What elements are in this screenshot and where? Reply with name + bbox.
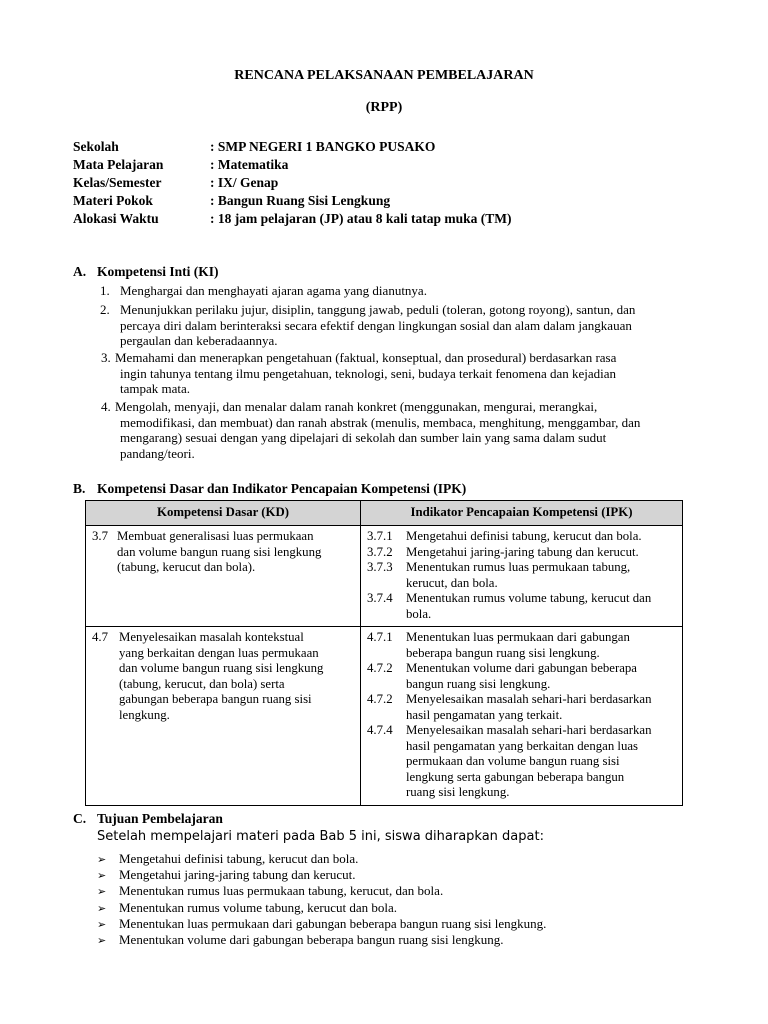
ki-line: Menghargai dan menghayati ajaran agama yang dianutnya.: [120, 283, 427, 298]
list-item: [97, 851, 546, 867]
arrow-bullet-icon: ➢: [97, 853, 107, 866]
ipk-line: Menentukan rumus luas permukaan tabung,: [406, 560, 631, 574]
ipk-line: kerucut, dan bola.: [406, 575, 498, 590]
list-item: [97, 932, 546, 948]
objective-text: Menentukan rumus luas permukaan tabung, kerucut, dan bola.: [119, 883, 444, 899]
ipk-line: beberapa bangun ruang sisi lengkung.: [406, 645, 600, 660]
ipk-entry: [367, 560, 677, 591]
ki-item-4: [101, 399, 640, 461]
ki-line: Mengolah, menyaji, dan menalar dalam ranah konkret (menggunakan, mengurai, merangkai,: [115, 399, 598, 414]
kd-line: dan volume bangun ruang sisi lengkung: [117, 544, 322, 559]
arrow-bullet-icon: ➢: [97, 869, 107, 883]
identity-row-topic: [73, 192, 511, 210]
ki-item-3: [101, 350, 616, 397]
table-header-ipk: Indikator Pencapaian Kompetensi (IPK): [361, 501, 683, 526]
ipk-entry: [367, 723, 677, 801]
identity-label: Alokasi Waktu: [73, 211, 159, 226]
ipk-line: Menentukan rumus volume tabung, kerucut dan: [406, 591, 652, 605]
ipk-line: hasil pengamatan yang berkaitan dengan luas: [406, 738, 639, 753]
ipk-line: bola.: [406, 606, 432, 621]
section-a-heading: [73, 264, 219, 280]
kd-number: 3.7: [92, 529, 108, 543]
ipk-cell: [361, 526, 683, 627]
identity-label: Mata Pelajaran: [73, 157, 164, 172]
arrow-bullet-icon: ➢: [97, 917, 107, 931]
ipk-cell: [361, 627, 683, 806]
identity-value: : Bangun Ruang Sisi Lengkung: [210, 193, 391, 208]
section-title: Tujuan Pembelajaran: [97, 811, 223, 826]
ipk-line: hasil pengamatan yang terkait.: [406, 707, 563, 722]
identity-row-subject: [73, 156, 511, 174]
ki-line: ingin tahunya tentang ilmu pengetahuan, teknologi, seni, budaya terkait fenomena dan kejadian: [120, 365, 617, 381]
ipk-entry: [367, 591, 677, 622]
objective-text: Mengetahui definisi tabung, kerucut dan bola.: [119, 851, 359, 866]
list-item: [97, 883, 546, 899]
identity-row-time: [73, 210, 511, 228]
list-item: [97, 900, 546, 916]
ipk-number: 4.7.1: [367, 630, 393, 644]
identity-value: : 18 jam pelajaran (JP) atau 8 kali tatap muka (TM): [210, 211, 512, 226]
objectives-list: [97, 851, 546, 948]
table-header-kd: Kompetensi Dasar (KD): [86, 501, 361, 526]
identity-value: : SMP NEGERI 1 BANGKO PUSAKO: [210, 139, 436, 154]
arrow-bullet-icon: ➢: [97, 885, 107, 899]
ipk-number: 4.7.4: [367, 723, 393, 737]
objectives-intro: Setelah mempelajari materi pada Bab 5 ini, siswa diharapkan dapat:: [97, 829, 544, 844]
ipk-line: Menentukan volume dari gabungan beberapa: [406, 661, 637, 675]
ki-line: mengarang) sesuai dengan yang dipelajari di sekolah dan sumber lain yang sama dalam sudut: [120, 430, 607, 445]
ipk-line: ruang sisi lengkung.: [406, 785, 510, 799]
ki-number: 3.: [101, 350, 111, 365]
identity-label: Kelas/Semester: [73, 175, 162, 190]
arrow-bullet-icon: ➢: [97, 934, 107, 948]
ipk-line: permukaan dan volume bangun ruang sisi: [406, 754, 620, 768]
table-row: [86, 627, 683, 806]
kd-line: Membuat generalisasi luas permukaan: [117, 529, 314, 543]
identity-row-school: [73, 138, 511, 156]
kd-number: 4.7: [92, 630, 108, 644]
ipk-line: Mengetahui jaring-jaring tabung dan kerucut.: [406, 544, 639, 559]
ipk-entry: [367, 661, 677, 692]
ipk-number: 3.7.4: [367, 591, 393, 605]
kd-line: gabungan beberapa bangun ruang sisi: [119, 692, 312, 706]
list-item: [97, 916, 546, 932]
section-b-heading: [73, 481, 466, 497]
kd-line: lengkung.: [119, 707, 170, 722]
section-letter: A.: [73, 264, 87, 279]
ipk-line: Menyelesaikan masalah sehari-hari berdasarkan: [406, 723, 652, 737]
section-title: Kompetensi Inti (KI): [97, 264, 219, 279]
ki-line: percaya diri dalam berinteraksi secara efektif dengan lingkungan sosial dan alam dalam jangkauan: [120, 317, 632, 333]
ki-number: 4.: [101, 399, 111, 414]
identity-row-class: [73, 174, 511, 192]
document-subtitle: (RPP): [365, 100, 403, 115]
identity-block: [73, 138, 511, 228]
ipk-number: 4.7.2: [367, 661, 393, 675]
section-letter: C.: [73, 811, 87, 826]
kd-entry: [92, 529, 355, 576]
ipk-entry: [367, 630, 677, 661]
document-title: RENCANA PELAKSANAAN PEMBELAJARAN: [234, 68, 534, 83]
ki-line: pergaulan dan keberadaannya.: [120, 333, 278, 348]
ki-item-1: [100, 283, 427, 299]
ki-line: tampak mata.: [120, 381, 191, 396]
kd-entry: [92, 630, 355, 723]
ki-line: Menunjukkan perilaku jujur, disiplin, tanggung jawab, peduli (toleran, gotong royong), santun, dan: [120, 302, 636, 317]
identity-label: Materi Pokok: [73, 193, 153, 208]
ki-item-2: [100, 302, 635, 349]
kd-ipk-table: [85, 500, 683, 806]
ipk-line: Menyelesaikan masalah sehari-hari berdasarkan: [406, 692, 652, 706]
kd-line: Menyelesaikan masalah kontekstual: [119, 630, 304, 644]
ipk-number: 3.7.3: [367, 560, 393, 574]
arrow-bullet-icon: ➢: [97, 901, 107, 915]
ki-number: 1.: [100, 283, 110, 298]
ki-number: 2.: [100, 302, 110, 317]
ipk-entry: [367, 529, 677, 545]
table-header-row: [86, 501, 683, 526]
identity-value: : Matematika: [210, 157, 289, 172]
ipk-entry: [367, 545, 677, 561]
section-title: Kompetensi Dasar dan Indikator Pencapaian Kompetensi (IPK): [97, 481, 467, 496]
objective-text: Menentukan luas permukaan dari gabungan beberapa bangun ruang sisi lengkung.: [119, 915, 547, 931]
list-item: [97, 867, 546, 883]
kd-line: yang berkaitan dengan luas permukaan: [119, 645, 319, 660]
ki-line: Memahami dan menerapkan pengetahuan (faktual, konseptual, dan prosedural) berdasarkan rasa: [115, 350, 617, 365]
kd-line: (tabung, kerucut dan bola).: [117, 560, 256, 574]
ipk-line: Menentukan luas permukaan dari gabungan: [406, 630, 630, 644]
ki-line: pandang/teori.: [120, 445, 195, 461]
ipk-number: 4.7.2: [367, 692, 393, 706]
kd-cell: [86, 627, 361, 806]
ki-line: memodifikasi, dan membuat) dan ranah abstrak (menulis, membaca, menghitung, menggambar, dan: [120, 414, 641, 430]
identity-label: Sekolah: [73, 139, 119, 154]
table-row: [86, 526, 683, 627]
section-c-heading: [73, 811, 223, 827]
objective-text: Menentukan volume dari gabungan beberapa bangun ruang sisi lengkung.: [119, 932, 504, 948]
kd-line: (tabung, kerucut, dan bola) serta: [119, 676, 285, 691]
ipk-entry: [367, 692, 677, 723]
ipk-line: Mengetahui definisi tabung, kerucut dan bola.: [406, 529, 642, 543]
ipk-number: 3.7.1: [367, 529, 393, 543]
ipk-number: 3.7.2: [367, 544, 393, 559]
kd-line: dan volume bangun ruang sisi lengkung: [119, 661, 324, 675]
ipk-line: bangun ruang sisi lengkung.: [406, 676, 551, 691]
objective-text: Mengetahui jaring-jaring tabung dan kerucut.: [119, 867, 356, 883]
identity-value: : IX/ Genap: [210, 175, 279, 190]
kd-cell: [86, 526, 361, 627]
section-letter: B.: [73, 481, 86, 496]
ipk-line: lengkung serta gabungan beberapa bangun: [406, 769, 625, 784]
objective-text: Menentukan rumus volume tabung, kerucut dan bola.: [119, 899, 397, 915]
